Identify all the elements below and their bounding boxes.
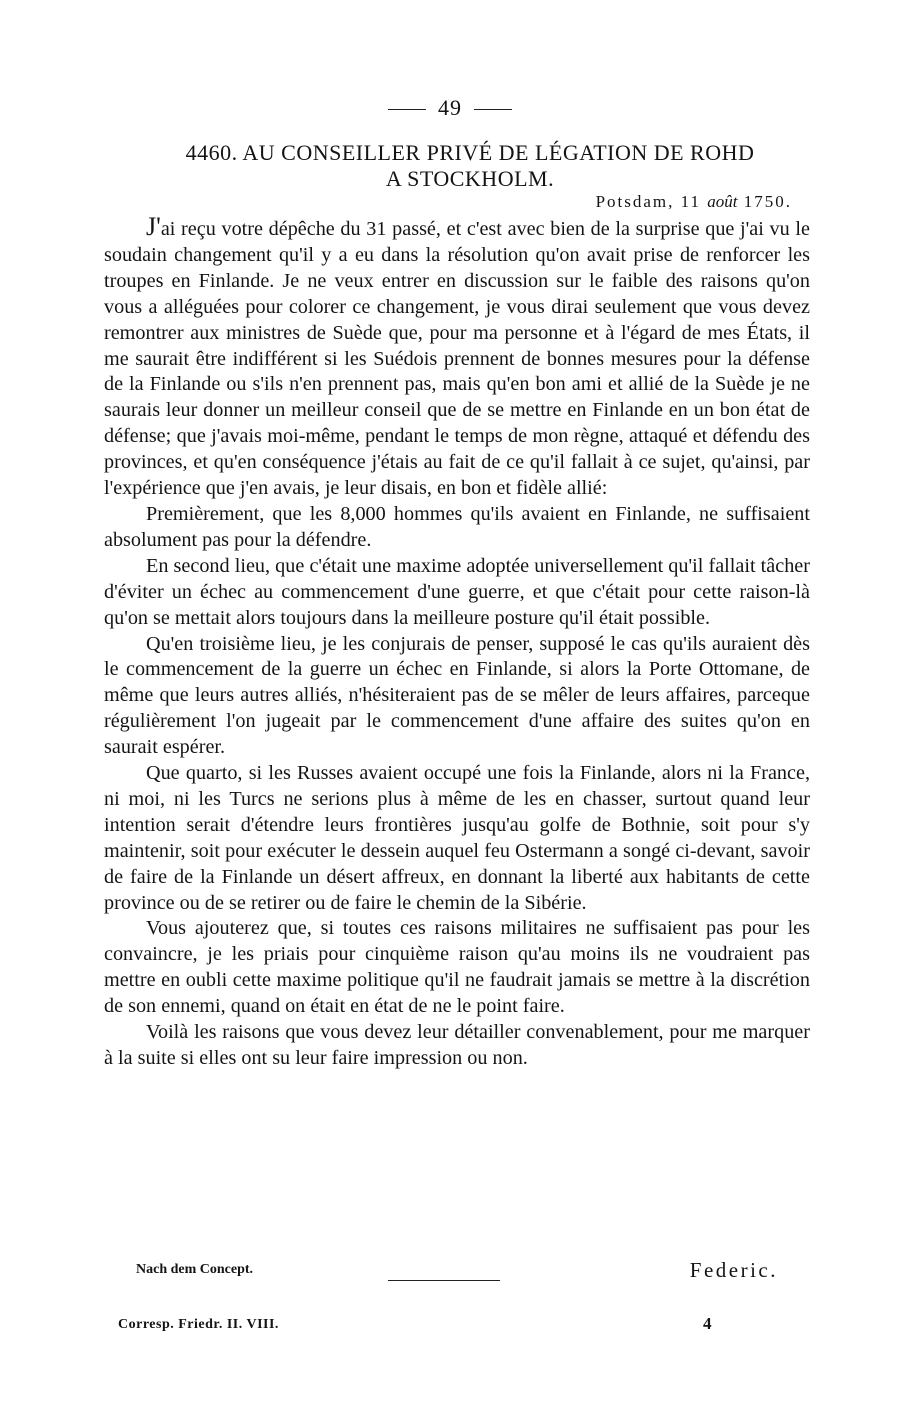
page-number-text: 49 <box>438 95 462 120</box>
paragraph-first-reason: Premièrement, que les 8,000 hommes qu'ils avaient en Finlande, ne suffisaient absolument pas pour la défendre. <box>104 502 810 551</box>
page-number-left-rule <box>388 109 426 110</box>
series-footer: Corresp. Friedr. II. VIII. <box>118 1317 279 1332</box>
dateline <box>596 192 792 212</box>
page-number <box>0 95 900 121</box>
paragraph-opening: J'ai reçu votre dépêche du 31 passé, et c'est avec bien de la surprise que j'ai vu le soudain changement qu'il y a eu dans la résolution qu'on avait prise de renforcer les troupes en Finlande. Je ne veux entrer en discussion sur le faible des raisons qu'on vous a alléguées pour colorer ce changement, je vous dirai seulement que vous devez remontrer aux ministres de Suède que, pour ma personne et à l'égard de mes États, il me saurait être indifférent si les Suédois prennent de bonnes mesures pour la défense de la Finlande ou s'ils n'en prennent pas, mais qu'en bon ami et allié de la Suède je ne saurais leur donner un meilleur conseil que de se mettre en Finlande en un bon état de défense; que j'avais moi-même, pendant le temps de mon règne, attaqué et défendu des provinces, et qu'en conséquence j'étais au fait de ce qu'il fallait à ce sujet, qu'ainsi, par l'expérience que j'en avais, je leur disais, en bon et fidèle allié: <box>104 212 810 500</box>
source-note: Nach dem Concept. <box>136 1262 254 1277</box>
sheet-number: 4 <box>703 1314 712 1333</box>
letter-body <box>104 214 810 1072</box>
dateline-year: 1750. <box>743 192 792 211</box>
dateline-day: 11 <box>680 192 702 211</box>
page-number-right-rule <box>474 109 512 110</box>
letter-heading <box>120 140 820 192</box>
dateline-place: Potsdam, <box>595 192 675 211</box>
letter-heading-line1: 4460. AU CONSEILLER PRIVÉ DE LÉGATION DE ROHD <box>185 140 755 165</box>
signature: Federic. <box>689 1258 778 1282</box>
paragraph-closing: Voilà les raisons que vous devez leur détailler convenablement, pour me marquer à la suite si elles ont su leur faire impression ou non. <box>104 1021 810 1069</box>
paragraph-fifth-reason: Vous ajouterez que, si toutes ces raisons militaires ne suffisaient pas pour les convaincre, je les priais pour cinquième raison qu'au moins ils ne voudraient pas mettre en oubli cette maxime politique qu'il ne faudrait jamais se mettre à la discrétion de son ennemi, quand on était en état de ne le point faire. <box>104 917 810 1018</box>
signature-rule <box>388 1280 500 1281</box>
paragraph-second-reason: En second lieu, que c'était une maxime adoptée universellement qu'il fallait tâcher d'éviter un échec au commencement d'une guerre, et que c'était pour cette raison-là qu'on se mettait alors toujours dans la meilleure posture qu'il était possible. <box>104 554 810 629</box>
paragraph-fourth-reason: Que quarto, si les Russes avaient occupé une fois la Finlande, alors ni la France, ni moi, ni les Turcs ne serions plus à même de les en chasser, surtout quand leur intention serait d'étendre leurs frontières jusqu'au golfe de Bothnie, soit pour s'y maintenir, soit pour exécuter le dessein auquel feu Ostermann a songé ci-devant, savoir de faire de la Finlande un désert affreux, en donnant la liberté aux habitants de cette province ou de se retirer ou de faire le chemin de la Sibérie. <box>104 762 810 914</box>
paragraph-third-reason: Qu'en troisième lieu, je les conjurais de penser, supposé le cas qu'ils auraient dès le commencement de la guerre un échec en Finlande, si alors la Porte Ottomane, de même que leurs autres alliés, n'hésiteraient pas de se mêler de leurs affaires, parceque régulièrement l'on jugeait par le commencement d'une affaire des suites qu'on en saurait espérer. <box>104 632 810 759</box>
letter-heading-line2: A STOCKHOLM. <box>385 166 555 191</box>
dateline-month: août <box>707 192 738 211</box>
